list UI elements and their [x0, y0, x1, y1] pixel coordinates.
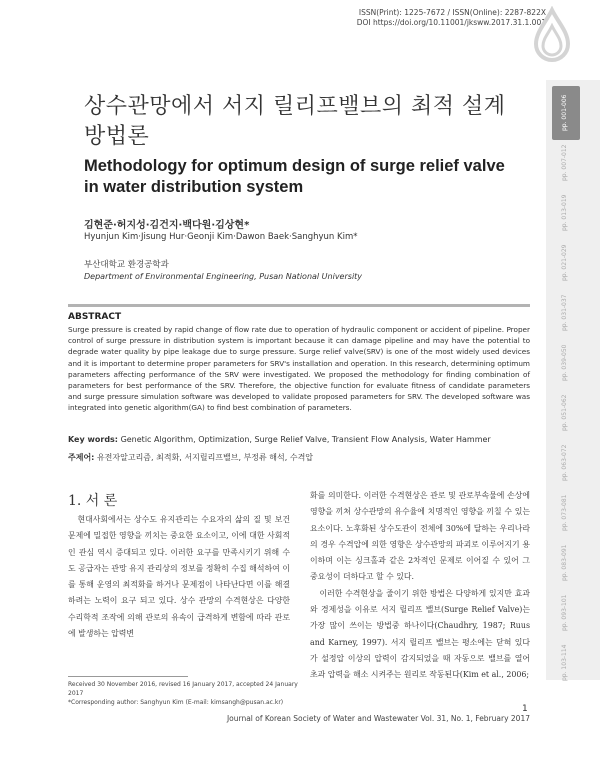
- tab-page-range[interactable]: pp. 093-101: [561, 594, 568, 632]
- issn-doi-block: [338, 8, 546, 28]
- keywords-korean-list: 유전자알고리즘, 최적화, 서지릴리프밸브, 부정류 해석, 수격압: [96, 453, 314, 462]
- journal-footer: Journal of Korean Society of Water and Wastewater Vol. 31, No. 1, February 2017: [226, 714, 530, 723]
- tab-page-range[interactable]: pp. 103-114: [561, 644, 568, 682]
- authors-english: Hyunjun Kim·Jisung Hur·Geonji Kim·Dawon Baek·Sanghyun Kim*: [84, 232, 358, 242]
- body-column-left: [68, 512, 290, 642]
- tab-page-range[interactable]: pp. 001-006: [561, 94, 568, 132]
- page-number: 1: [522, 704, 528, 714]
- tab-page-range[interactable]: pp. 031-037: [561, 294, 568, 332]
- korean-title: [84, 92, 524, 152]
- keywords-english-label: Key words:: [68, 435, 119, 444]
- received-dates: Received 30 November 2016, revised 16 January 2017, accepted 24 January 2017: [68, 681, 298, 697]
- corresponding-author: *Corresponding author: Sanghyun Kim (E-mail: kimsangh@pusan.ac.kr): [68, 699, 284, 706]
- paragraph: 이러한 수격현상을 줄이기 위한 방법은 다양하게 있지만 효과와 경제성을 이유로 서지 릴리프 밸브(Surge Relief Valve)는 가장 많이 쓰이는 방법중 하나이다(Chaudhry, 1987; Ruus and Karney, 1997). 서지 릴리프 밸브는 평소에는 닫혀 있다가 설정압 이상의 압력이 감지되었을 때 자동으로 밸브를 열어 초과 압력을 해소 시켜주는 원리로 작동된다(Kim et al., 2006;: [310, 588, 530, 680]
- tab-page-range[interactable]: pp. 051-062: [561, 394, 568, 432]
- water-drop-icon: [528, 6, 576, 62]
- abstract-body: Surge pressure is created by rapid change of flow rate due to operation of hydraulic component or accident of pipeline. Proper control of surge pressure in distribution system is important because it can damage pipeline and may have the potential to degrade water quality by pipe leakage due to surge pressure. Surge relief valve(SRV) is one of the most widely used devices and it is important to determine proper parameters for SRV's installation and operation. In this research, determining optimum parameters affecting performance of the SRV were investigated. We proposed the methodology for finding combination of parameters for best performance of the SRV. Therefore, the objective function for evaluate fitness of candidate parameters and surge pressure simulation software was developed to validate proposed parameters for SRV. The developed software was integrated into genetic algorithm(GA) to find best combination of parameters.: [68, 325, 530, 413]
- tab-page-range[interactable]: pp. 073-081: [561, 494, 568, 532]
- affiliation-english: Department of Environmental Engineering, Pusan National University: [84, 272, 363, 281]
- tab-page-range[interactable]: pp. 021-029: [561, 244, 568, 282]
- korean-title-line1: 상수관망에서 서지 릴리프밸브의 최적 설계: [84, 94, 506, 119]
- paragraph: 현대사회에서는 상수도 유지관리는 수요자의 삶의 질 및 보건 문제에 밀접한 영향을 끼치는 중요한 요소이고, 이에 대한 사회적인 관심 역시 증대되고 있다. 이러한 요구를 만족시키기 위해 수도 공급자는 관망 유지 관리상의 정보를 정확히 수집 해석하여 이를 통해 운영의 최적화를 하거나 문제점이 나타난다면 이를 해결하려는 노력이 요구 되고 있다. 상수 관망의 수격현상은 다양한 수리학적 조작에 의해 관로의 유속이 급격하게 변함에 따라 관로에 발생하는 압력변: [68, 515, 290, 639]
- paragraph: 화를 의미한다. 이러한 수격현상은 관로 및 관로부속물에 손상에 영향을 끼쳐 상수관망의 유수율에 치명적인 영향을 끼칠 수 있는 요소이다. 노후화된 상수도관이 전체에 30%에 달하는 우리나라의 경우 수격압에 의한 영향은 상수관망의 파괴로 이루어지기 용이하며 이는 싱크홀과 같은 2차적인 문제로 이어질 수 있어 그 중요성이 더하다고 할 수 있다.: [310, 491, 530, 582]
- abstract-heading: ABSTRACT: [68, 312, 122, 322]
- authors-korean: 김현준·허지성·김건지·백다원·김상현*: [84, 220, 250, 231]
- korean-title-line2: 방법론: [84, 124, 150, 149]
- footnote: [68, 680, 308, 707]
- tab-page-range[interactable]: pp. 013-019: [561, 194, 568, 232]
- keywords-english-list: Genetic Algorithm, Optimization, Surge Relief Valve, Transient Flow Analysis, Water Hammer: [120, 435, 491, 444]
- doi-text: DOI https://doi.org/10.11001/jksww.2017.31.1.001: [356, 18, 546, 27]
- tab-page-range[interactable]: pp. 007-012: [561, 144, 568, 182]
- keywords-korean: [68, 452, 538, 463]
- tab-page-range[interactable]: pp. 063-072: [561, 444, 568, 482]
- keywords-korean-label: 주제어:: [68, 453, 95, 462]
- body-column-right: [310, 488, 530, 684]
- footnote-rule: [68, 676, 188, 677]
- abstract-rule: [68, 304, 530, 307]
- section-heading-introduction: 1. 서 론: [68, 493, 118, 509]
- english-title: Methodology for optimum design of surge relief valve in water distribution system: [84, 157, 505, 196]
- keywords-english: [68, 435, 538, 444]
- tab-page-range[interactable]: pp. 039-050: [561, 344, 568, 382]
- tab-page-range[interactable]: pp. 083-091: [561, 544, 568, 582]
- affiliation-korean: 부산대학교 환경공학과: [84, 260, 169, 270]
- issn-text: ISSN(Print): 1225-7672 / ISSN(Online): 2287-822X: [358, 8, 546, 17]
